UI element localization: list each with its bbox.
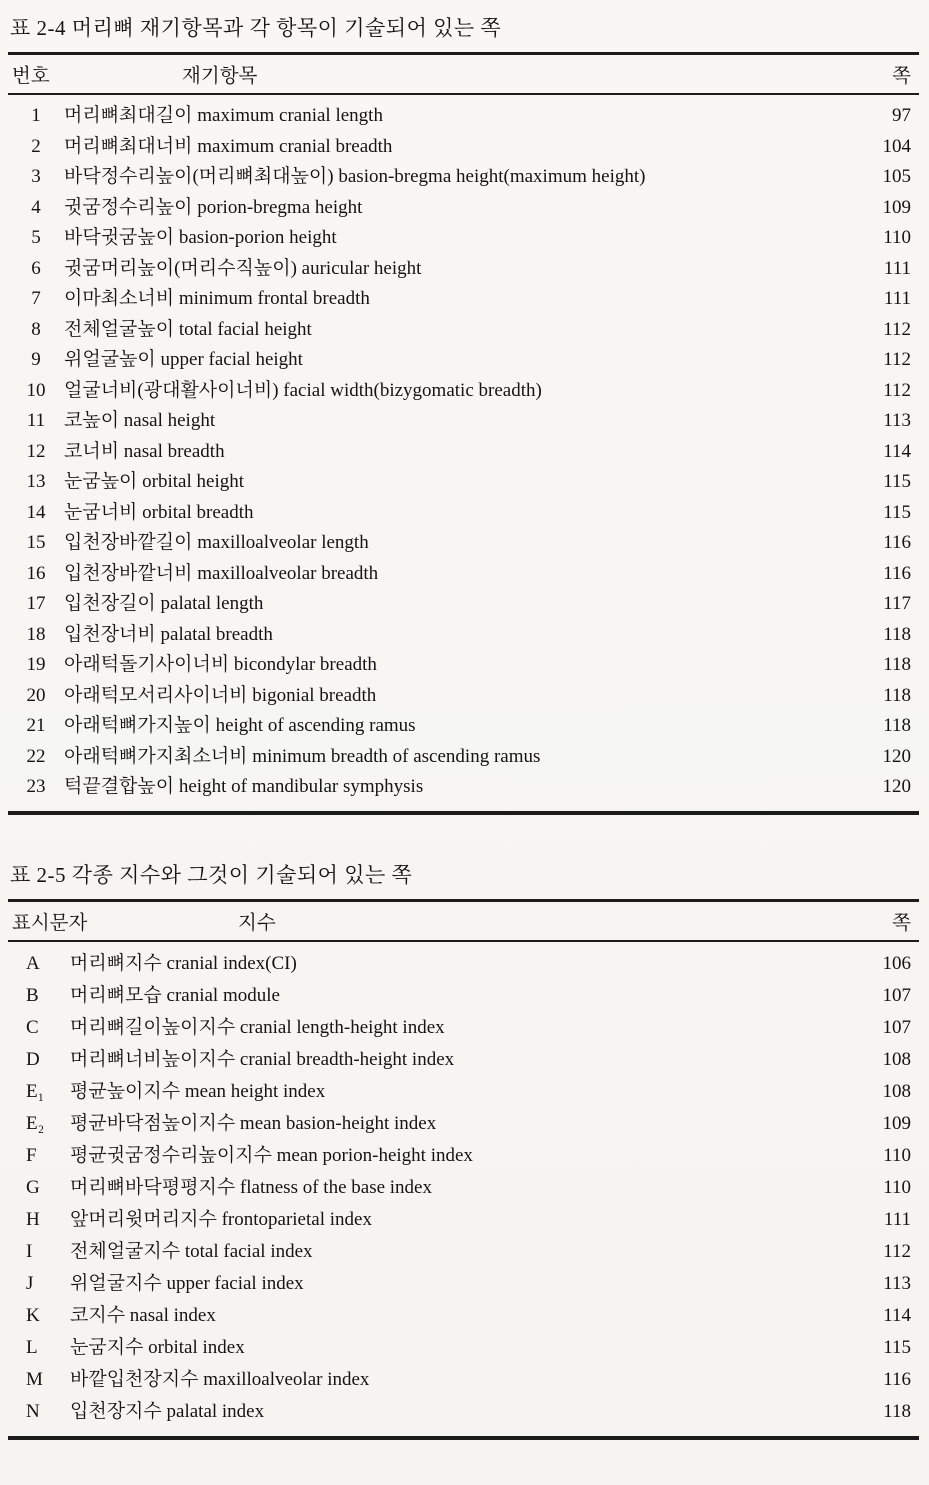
row-item: 입천장너비 palatal breadth xyxy=(64,623,273,645)
row-page: 118 xyxy=(883,715,911,736)
row-number: 9 xyxy=(31,349,41,370)
row-item: 앞머리윗머리지수 frontoparietal index xyxy=(70,1208,372,1230)
table-row xyxy=(8,681,919,712)
row-number: 21 xyxy=(26,715,46,736)
table1-header-number: 번호 xyxy=(12,66,50,87)
row-item: 전체얼굴지수 total facial index xyxy=(70,1240,313,1262)
row-page: 116 xyxy=(883,1368,911,1390)
row-page: 118 xyxy=(883,1400,911,1422)
row-item: 아래턱모서리사이너비 bigonial breadth xyxy=(64,684,377,706)
row-item: 머리뼈길이높이지수 cranial length-height index xyxy=(70,1016,445,1038)
row-letter: L xyxy=(26,1336,38,1358)
table-row xyxy=(8,589,919,620)
row-page: 107 xyxy=(882,984,911,1006)
row-letter: D xyxy=(26,1048,40,1070)
row-number: 5 xyxy=(31,227,41,248)
row-number: 17 xyxy=(26,593,46,614)
table-row xyxy=(8,1364,919,1396)
row-item: 아래턱뼈가지최소너비 minimum breadth of ascending ramus xyxy=(64,745,541,767)
row-number: 13 xyxy=(26,471,46,492)
row-page: 106 xyxy=(882,952,911,974)
row-page: 107 xyxy=(882,1016,911,1038)
row-page: 109 xyxy=(882,1112,911,1134)
row-item: 머리뼈지수 cranial index(CI) xyxy=(70,952,297,974)
row-letter: H xyxy=(26,1208,40,1230)
row-item: 입천장지수 palatal index xyxy=(70,1400,265,1422)
row-letter: B xyxy=(26,984,39,1006)
table-row xyxy=(8,620,919,651)
row-page: 108 xyxy=(882,1080,911,1102)
row-page: 114 xyxy=(883,1304,911,1326)
row-number: 12 xyxy=(26,440,46,462)
row-item: 눈굼높이 orbital height xyxy=(64,471,245,492)
row-number: 2 xyxy=(31,135,41,157)
row-number: 10 xyxy=(26,379,46,401)
table-row xyxy=(8,948,919,980)
row-item: 평균바닥점높이지수 mean basion-height index xyxy=(70,1112,437,1134)
row-page: 112 xyxy=(883,349,911,370)
row-number: 16 xyxy=(26,562,46,584)
row-item: 얼굴너비(광대활사이너비) facial width(bizygomatic breadth) xyxy=(64,379,542,401)
table-row xyxy=(8,1204,919,1236)
row-item: 이마최소너비 minimum frontal breadth xyxy=(64,288,370,309)
row-page: 120 xyxy=(882,745,911,767)
row-page: 109 xyxy=(882,196,911,218)
table-row xyxy=(8,650,919,681)
row-page: 118 xyxy=(883,654,911,675)
row-number: 20 xyxy=(26,684,46,706)
row-page: 111 xyxy=(883,1208,911,1230)
row-page: 113 xyxy=(883,410,911,431)
table-row xyxy=(8,742,919,773)
row-page: 115 xyxy=(883,501,911,523)
row-item: 머리뼈모습 cranial module xyxy=(70,984,280,1006)
row-item: 코너비 nasal breadth xyxy=(64,440,225,462)
row-item: 머리뼈바닥평평지수 flatness of the base index xyxy=(70,1176,432,1198)
row-number: 23 xyxy=(26,776,46,797)
row-page: 115 xyxy=(883,471,911,492)
row-page: 110 xyxy=(883,1144,911,1166)
row-item: 위얼굴지수 upper facial index xyxy=(70,1272,304,1294)
row-item: 코지수 nasal index xyxy=(70,1304,216,1326)
row-number: 7 xyxy=(31,288,41,309)
table1-title: 표 2-4 머리뼈 재기항목과 각 항목이 기술되어 있는 쪽 xyxy=(10,16,502,40)
row-page: 114 xyxy=(883,440,911,462)
row-item: 바닥정수리높이(머리뼈최대높이) basion-bregma height(maximum height) xyxy=(64,166,646,187)
row-number: 1 xyxy=(31,105,41,126)
row-item: 위얼굴높이 upper facial height xyxy=(64,349,303,370)
row-letter: E₁ xyxy=(26,1080,45,1102)
row-item: 평균귓굼정수리높이지수 mean porion-height index xyxy=(70,1144,473,1166)
row-page: 112 xyxy=(883,1240,911,1262)
row-page: 97 xyxy=(892,105,911,126)
table-row xyxy=(8,772,919,803)
row-page: 113 xyxy=(883,1272,911,1294)
table-row xyxy=(8,406,919,437)
row-item: 입천장바깥너비 maxilloalveolar breadth xyxy=(64,562,379,584)
row-item: 전체얼굴높이 total facial height xyxy=(64,318,312,340)
row-item: 바닥귓굼높이 basion-porion height xyxy=(64,227,337,248)
row-number: 19 xyxy=(26,654,46,675)
table2 xyxy=(8,899,919,1440)
table-row xyxy=(8,1300,919,1332)
row-letter: N xyxy=(26,1400,40,1422)
tables-gap xyxy=(8,815,919,855)
row-page: 120 xyxy=(882,776,911,797)
table-row xyxy=(8,1172,919,1204)
table-row xyxy=(8,498,919,529)
row-letter: C xyxy=(26,1016,39,1038)
row-number: 15 xyxy=(26,532,46,553)
row-letter: M xyxy=(26,1368,43,1390)
row-page: 112 xyxy=(883,379,911,401)
row-number: 18 xyxy=(26,623,46,645)
table-row xyxy=(8,162,919,193)
row-item: 바깥입천장지수 maxilloalveolar index xyxy=(70,1368,370,1390)
table-row xyxy=(8,1268,919,1300)
row-page: 112 xyxy=(883,318,911,340)
row-page: 110 xyxy=(883,1176,911,1198)
row-item: 입천장길이 palatal length xyxy=(64,593,264,614)
row-letter: K xyxy=(26,1304,40,1326)
table-row xyxy=(8,1140,919,1172)
table-row xyxy=(8,467,919,498)
table-row xyxy=(8,223,919,254)
row-item: 아래턱뼈가지높이 height of ascending ramus xyxy=(64,715,416,736)
row-letter: J xyxy=(26,1272,34,1294)
row-page: 117 xyxy=(883,593,911,614)
row-page: 116 xyxy=(883,532,911,553)
row-item: 눈굼지수 orbital index xyxy=(70,1336,245,1358)
row-number: 3 xyxy=(31,166,41,187)
table2-header-row xyxy=(8,902,919,942)
row-item: 머리뼈최대길이 maximum cranial length xyxy=(64,105,383,126)
table-row xyxy=(8,193,919,224)
table-row xyxy=(8,1396,919,1428)
row-page: 108 xyxy=(882,1048,911,1070)
row-number: 11 xyxy=(26,410,46,431)
row-item: 머리뼈너비높이지수 cranial breadth-height index xyxy=(70,1048,455,1070)
table1-header-item: 재기항목 xyxy=(182,66,258,87)
table2-header-letter: 표시문자 xyxy=(12,912,88,934)
row-number: 6 xyxy=(31,257,41,279)
table2-rows xyxy=(8,942,919,1436)
row-page: 110 xyxy=(883,227,911,248)
row-number: 22 xyxy=(26,745,46,767)
row-page: 118 xyxy=(883,684,911,706)
row-letter: E₂ xyxy=(26,1112,45,1134)
table-row xyxy=(8,1332,919,1364)
table-row xyxy=(8,376,919,407)
table-row xyxy=(8,284,919,315)
row-letter: I xyxy=(26,1240,33,1262)
row-page: 111 xyxy=(883,257,911,279)
table-row xyxy=(8,437,919,468)
table2-header-index: 지수 xyxy=(238,912,276,934)
row-item: 머리뼈최대너비 maximum cranial breadth xyxy=(64,135,393,157)
table2-header-page: 쪽 xyxy=(892,912,911,934)
row-item: 아래턱돌기사이너비 bicondylar breadth xyxy=(64,654,377,675)
row-item: 귓굼정수리높이 porion-bregma height xyxy=(64,196,363,218)
row-letter: G xyxy=(26,1176,40,1198)
table-row xyxy=(8,315,919,346)
row-item: 입천장바깥길이 maxilloalveolar length xyxy=(64,532,369,553)
row-number: 8 xyxy=(31,318,41,340)
table1-rows xyxy=(8,95,919,811)
table1 xyxy=(8,52,919,815)
row-page: 118 xyxy=(883,623,911,645)
table-row xyxy=(8,980,919,1012)
row-item: 귓굼머리높이(머리수직높이) auricular height xyxy=(64,257,422,279)
table1-header-page: 쪽 xyxy=(892,66,911,87)
row-page: 104 xyxy=(882,135,911,157)
row-number: 14 xyxy=(26,501,46,523)
table1-header-row xyxy=(8,55,919,95)
table-row xyxy=(8,1044,919,1076)
row-letter: A xyxy=(26,952,40,974)
table-row xyxy=(8,132,919,163)
table-row xyxy=(8,528,919,559)
table-row xyxy=(8,1236,919,1268)
table-row xyxy=(8,1012,919,1044)
row-page: 105 xyxy=(882,166,911,187)
table2-title: 표 2-5 각종 지수와 그것이 기술되어 있는 쪽 xyxy=(10,862,413,887)
row-number: 4 xyxy=(31,196,41,218)
row-page: 116 xyxy=(883,562,911,584)
table-row xyxy=(8,101,919,132)
table-row xyxy=(8,711,919,742)
table-row xyxy=(8,1108,919,1140)
row-page: 111 xyxy=(883,288,911,309)
row-letter: F xyxy=(26,1144,37,1166)
row-item: 턱끝결합높이 height of mandibular symphysis xyxy=(64,776,424,797)
row-item: 눈굼너비 orbital breadth xyxy=(64,501,254,523)
row-page: 115 xyxy=(883,1336,911,1358)
row-item: 코높이 nasal height xyxy=(64,410,216,431)
table-row xyxy=(8,345,919,376)
table-row xyxy=(8,559,919,590)
table-row xyxy=(8,254,919,285)
row-item: 평균높이지수 mean height index xyxy=(70,1080,326,1102)
table-row xyxy=(8,1076,919,1108)
